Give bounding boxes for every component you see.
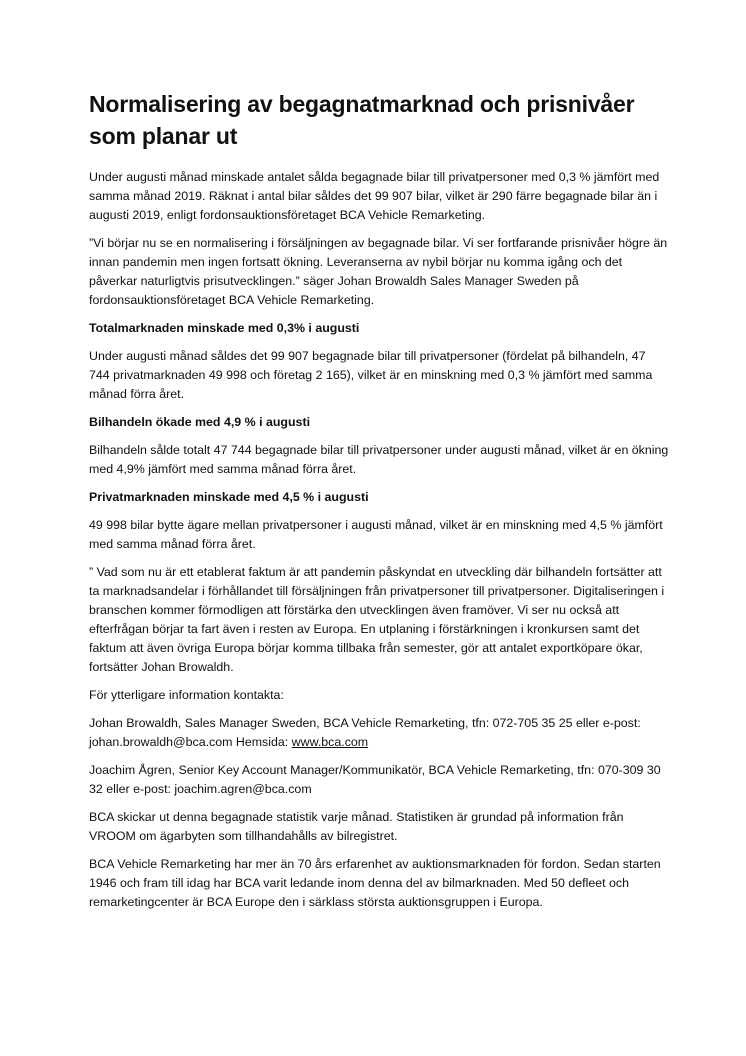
subheading-total-market: Totalmarknaden minskade med 0,3% i augusti: [89, 321, 360, 335]
intro-paragraph: Under augusti månad minskade antalet sålda begagnade bilar till privatpersoner med 0,3 % jämfört med samma månad 2019. Räknat i antal bilar såldes det 99 907 bilar, vilket är 290 färre begagnade bilar än i augusti 2019, enligt fordonsauktionsföretaget BCA Vehicle Remarketing.: [89, 170, 660, 222]
contact-johan-text: Johan Browaldh, Sales Manager Sweden, BCA Vehicle Remarketing, tfn: 072-705 35 25 eller e-post: johan.browaldh@bca.com Hemsida:: [89, 716, 641, 749]
quote-paragraph-2: ” Vad som nu är ett etablerat faktum är att pandemin påskyndat en utveckling där bilhandeln fortsätter att ta marknadsandelar i förhållandet till försäljningen från privatpersoner till privatpersoner. Digitaliseringen i branschen kommer förmodligen att förstärka den utvecklingen även framöver. Vi ser nu också att efterfrågan börjar ta fart även i resten av Europa. En utplaning i förstärkningen i kronkursen samt det faktum att även övriga Europa börjar komma tillbaka från semester, gör att antalet exportköpare ökar, fortsätter Johan Browaldh.: [89, 565, 665, 674]
subheading-private-market: Privatmarknaden minskade med 4,5 % i augusti: [89, 490, 369, 504]
private-market-paragraph: 49 998 bilar bytte ägare mellan privatpersoner i augusti månad, vilket är en minskning med 4,5 % jämfört med samma månad förra året.: [89, 518, 663, 551]
document-body: [89, 88, 669, 921]
subheading-dealers: Bilhandeln ökade med 4,9 % i augusti: [89, 415, 311, 429]
homepage-link[interactable]: www.bca.com: [291, 735, 369, 749]
dealers-paragraph: Bilhandeln sålde totalt 47 744 begagnade bilar till privatpersoner under augusti månad, vilket är en ökning med 4,9% jämfört med samma månad förra året.: [89, 443, 669, 476]
contact-joachim: Joachim Ågren, Senior Key Account Manager/Kommunikatör, BCA Vehicle Remarketing, tfn: 070-309 30 32 eller e-post: joachim.agren@bca.com: [89, 763, 661, 796]
statistics-paragraph: BCA skickar ut denna begagnade statistik varje månad. Statistiken är grundad på information från VROOM om ägarbyten som tillhandahålls av bilregistret.: [89, 810, 624, 843]
about-paragraph: BCA Vehicle Remarketing har mer än 70 års erfarenhet av auktionsmarknaden för fordon. Sedan starten 1946 och fram till idag har BCA varit ledande inom denna del av bilmarknaden. Med 50 defleet och remarketingcenter är BCA Europe den i särklass största auktionsgruppen i Europa.: [89, 857, 661, 909]
total-market-paragraph: Under augusti månad såldes det 99 907 begagnade bilar till privatpersoner (fördelat på bilhandeln, 47 744 privatmarknaden 49 998 och företag 2 165), vilket är en minskning med 0,3 % jämfört med samma månad förra året.: [89, 349, 653, 401]
quote-paragraph: ”Vi börjar nu se en normalisering i försäljningen av begagnade bilar. Vi ser fortfarande prisnivåer högre än innan pandemin men ingen fortsatt ökning. Leveranserna av nybil börjar nu komma igång och det påverkar naturligtvis prisutvecklingen.” säger Johan Browaldh Sales Manager Sweden på fordonsauktionsföretaget BCA Vehicle Remarketing.: [89, 236, 668, 307]
page-title: Normalisering av begagnatmarknad och prisnivåer som planar ut: [89, 91, 635, 149]
contact-intro: För ytterligare information kontakta:: [89, 688, 284, 702]
contact-johan: [89, 714, 669, 752]
